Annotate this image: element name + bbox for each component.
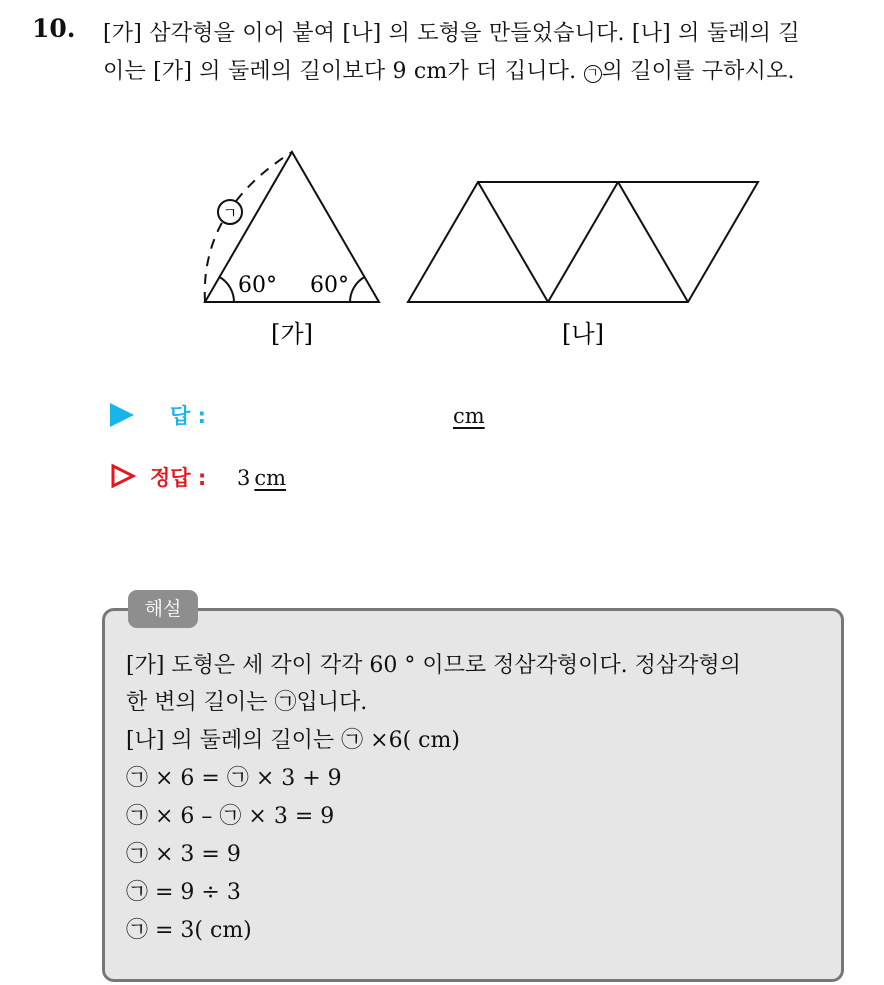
circled-giyeok-symbol: ㄱ	[584, 65, 602, 83]
correct-answer-row	[110, 462, 206, 492]
triangle-ga	[205, 152, 379, 302]
solution-line: ㉠ × 3 = 9	[126, 842, 241, 867]
question-text-line-2-start: 이는 [가] 의 둘레의 길이보다 9 cm가 더 깁니다.	[103, 59, 584, 84]
side-marker-text: ㄱ	[222, 204, 238, 222]
answer-unit: cm	[453, 404, 485, 428]
figure-label-na: [나]	[562, 320, 604, 348]
answer-label: 답 :	[170, 404, 206, 428]
solution-line: ㉠ × 6 = ㉠ × 3 + 9	[126, 766, 342, 791]
solution-tab: 해설	[128, 590, 198, 628]
correct-arrow-icon	[110, 463, 136, 489]
solution-line: ㉠ = 9 ÷ 3	[126, 880, 241, 905]
question-text-line-1: [가] 삼각형을 이어 붙여 [나] 의 도형을 만들었습니다. [나] 의 둘레의 길	[103, 21, 800, 46]
correct-answer-label: 정답 :	[150, 466, 207, 490]
figure-label-ga: [가]	[271, 320, 313, 348]
solution-line: [나] 의 둘레의 길이는 ㉠ ×6( cm)	[126, 728, 460, 753]
question-number: 10.	[32, 14, 76, 43]
angle-label-right: 60°	[310, 273, 349, 298]
shape-na	[408, 182, 758, 302]
answer-arrow-icon	[110, 403, 134, 427]
correct-answer-value	[237, 466, 286, 490]
answer-row	[110, 400, 206, 430]
solution-line: ㉠ = 3( cm)	[126, 918, 252, 943]
solution-line: 한 변의 길이는 ㉠입니다.	[126, 690, 368, 715]
angle-arc-right	[350, 277, 365, 302]
correct-answer-unit: cm	[254, 466, 287, 490]
solution-line: [가] 도형은 세 각이 각각 60 ° 이므로 정삼각형이다. 정삼각형의	[126, 653, 741, 678]
solution-line: ㉠ × 6 – ㉠ × 3 = 9	[126, 804, 335, 829]
side-marker-circle	[218, 200, 242, 224]
question-text-line-2	[103, 54, 795, 85]
angle-label-left: 60°	[238, 273, 277, 298]
question-text-line-2-end: 의 길이를 구하시오.	[601, 59, 795, 84]
correct-answer-number: 3	[237, 466, 251, 490]
figure-triangles	[0, 130, 884, 360]
angle-arc-left	[220, 277, 235, 302]
